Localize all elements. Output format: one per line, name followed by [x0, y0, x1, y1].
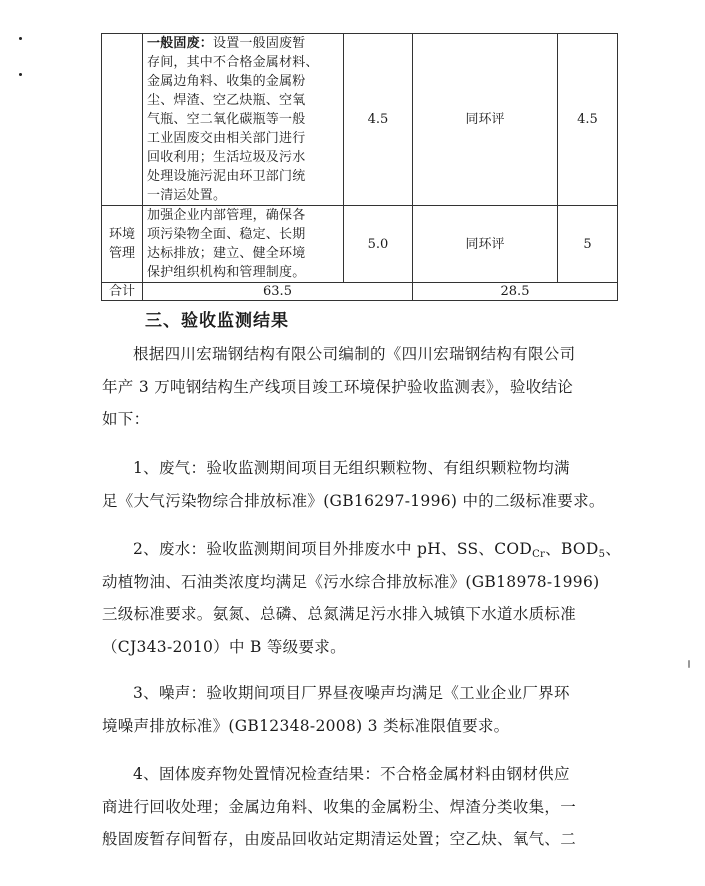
table-row — [102, 34, 618, 206]
text-line: 三级标准要求。氨氮、总磷、总氮满足污水排入城镇下水道水质标准 — [102, 605, 577, 624]
subscript: 5 — [598, 549, 606, 560]
text-fragment: 、BOD — [545, 540, 599, 558]
desc-line: 达标排放；建立、健全环境 — [147, 246, 306, 261]
desc-lead: 一般固废： — [147, 36, 214, 51]
desc-line: 处理设施污泥由环卫部门统 — [147, 169, 306, 184]
scan-mark — [19, 73, 22, 76]
text-line: 4、固体废弃物处置情况检查结果：不合格金属材料由钢材供应 — [133, 765, 570, 783]
text-line: 动植物油、石油类浓度均满足《污水综合排放标准》(GB18978-1996) — [102, 572, 600, 591]
table-cell-value: 4.5 — [558, 34, 618, 206]
subscript: Cr — [532, 549, 546, 560]
desc-line: 加强企业内部管理，确保各 — [147, 208, 306, 223]
total-right-value: 28.5 — [413, 283, 618, 301]
text-fragment: 、 — [605, 540, 622, 558]
total-label: 合计 — [102, 283, 143, 301]
solid-waste-paragraph — [102, 758, 607, 856]
text-line: 年产 3 万吨钢结构生产线项目竣工环境保护验收监测表》，验收结论 — [102, 377, 574, 396]
desc-line: 工业固废交由相关部门进行 — [147, 131, 306, 146]
table-cell-value: 5.0 — [344, 206, 413, 283]
text-line: 根据四川宏瑞钢结构有限公司编制的《四川宏瑞钢结构有限公司 — [133, 345, 576, 363]
table-cell-value: 4.5 — [344, 34, 413, 206]
total-left-value: 63.5 — [143, 283, 413, 301]
text-fragment: 2、废水：验收监测期间项目外排废水中 pH、SS、COD — [133, 540, 533, 558]
text-line: 1、废气：验收监测期间项目无组织颗粒物、有组织颗粒物均满 — [133, 459, 570, 477]
table-cell-description — [143, 206, 344, 283]
wastewater-paragraph — [102, 533, 622, 663]
noise-paragraph — [102, 677, 607, 742]
table-cell-description — [143, 34, 344, 206]
table-cell-value: 5 — [558, 206, 618, 283]
text-line: 般固废暂存间暂存，由废品回收站定期清运处置；空乙炔、氧气、二 — [102, 830, 577, 849]
exhaust-gas-paragraph — [102, 452, 607, 517]
scan-mark — [688, 660, 690, 668]
table-cell-value: 同环评 — [413, 206, 558, 283]
table-row — [102, 206, 618, 283]
intro-paragraph — [102, 338, 607, 436]
category-line: 管理 — [108, 246, 135, 261]
text-line: 商进行回收处理；金属边角料、收集的金属粉尘、焊渣分类收集，一 — [102, 797, 577, 816]
desc-line: 回收利用；生活垃圾及污水 — [147, 150, 306, 165]
investment-table — [101, 33, 618, 301]
table-cell-category — [102, 206, 143, 283]
desc-line: 气瓶、空二氧化碳瓶等一般 — [147, 112, 306, 127]
text-line: 足《大气污染物综合排放标准》(GB16297-1996) 中的二级标准要求。 — [102, 491, 605, 510]
desc-line: 保护组织机构和管理制度。 — [147, 265, 306, 280]
desc-line: 尘、焊渣、空乙炔瓶、空氧 — [147, 93, 306, 108]
table-cell-value: 同环评 — [413, 34, 558, 206]
table-cell-category — [102, 34, 143, 206]
scan-mark — [19, 37, 22, 40]
category-line: 环境 — [108, 227, 135, 242]
text-line: （CJ343-2010）中 B 等级要求。 — [102, 637, 346, 656]
desc-line: 存间，其中不合格金属材料、 — [147, 55, 319, 70]
table-total-row — [102, 283, 618, 301]
desc-line: 金属边角料、收集的金属粉 — [147, 74, 306, 89]
section-heading: 三、验收监测结果 — [145, 311, 289, 331]
desc-line: 设置一般固废暂 — [213, 36, 306, 51]
text-line: 境噪声排放标准》(GB12348-2008) 3 类标准限值要求。 — [102, 716, 510, 735]
text-line: 如下： — [102, 410, 150, 429]
desc-line: 项污染物全面、稳定、长期 — [147, 227, 306, 242]
text-line — [102, 533, 622, 566]
desc-line: 一清运处置。 — [147, 188, 227, 203]
text-line: 3、噪声：验收期间项目厂界昼夜噪声均满足《工业企业厂界环 — [133, 684, 570, 702]
